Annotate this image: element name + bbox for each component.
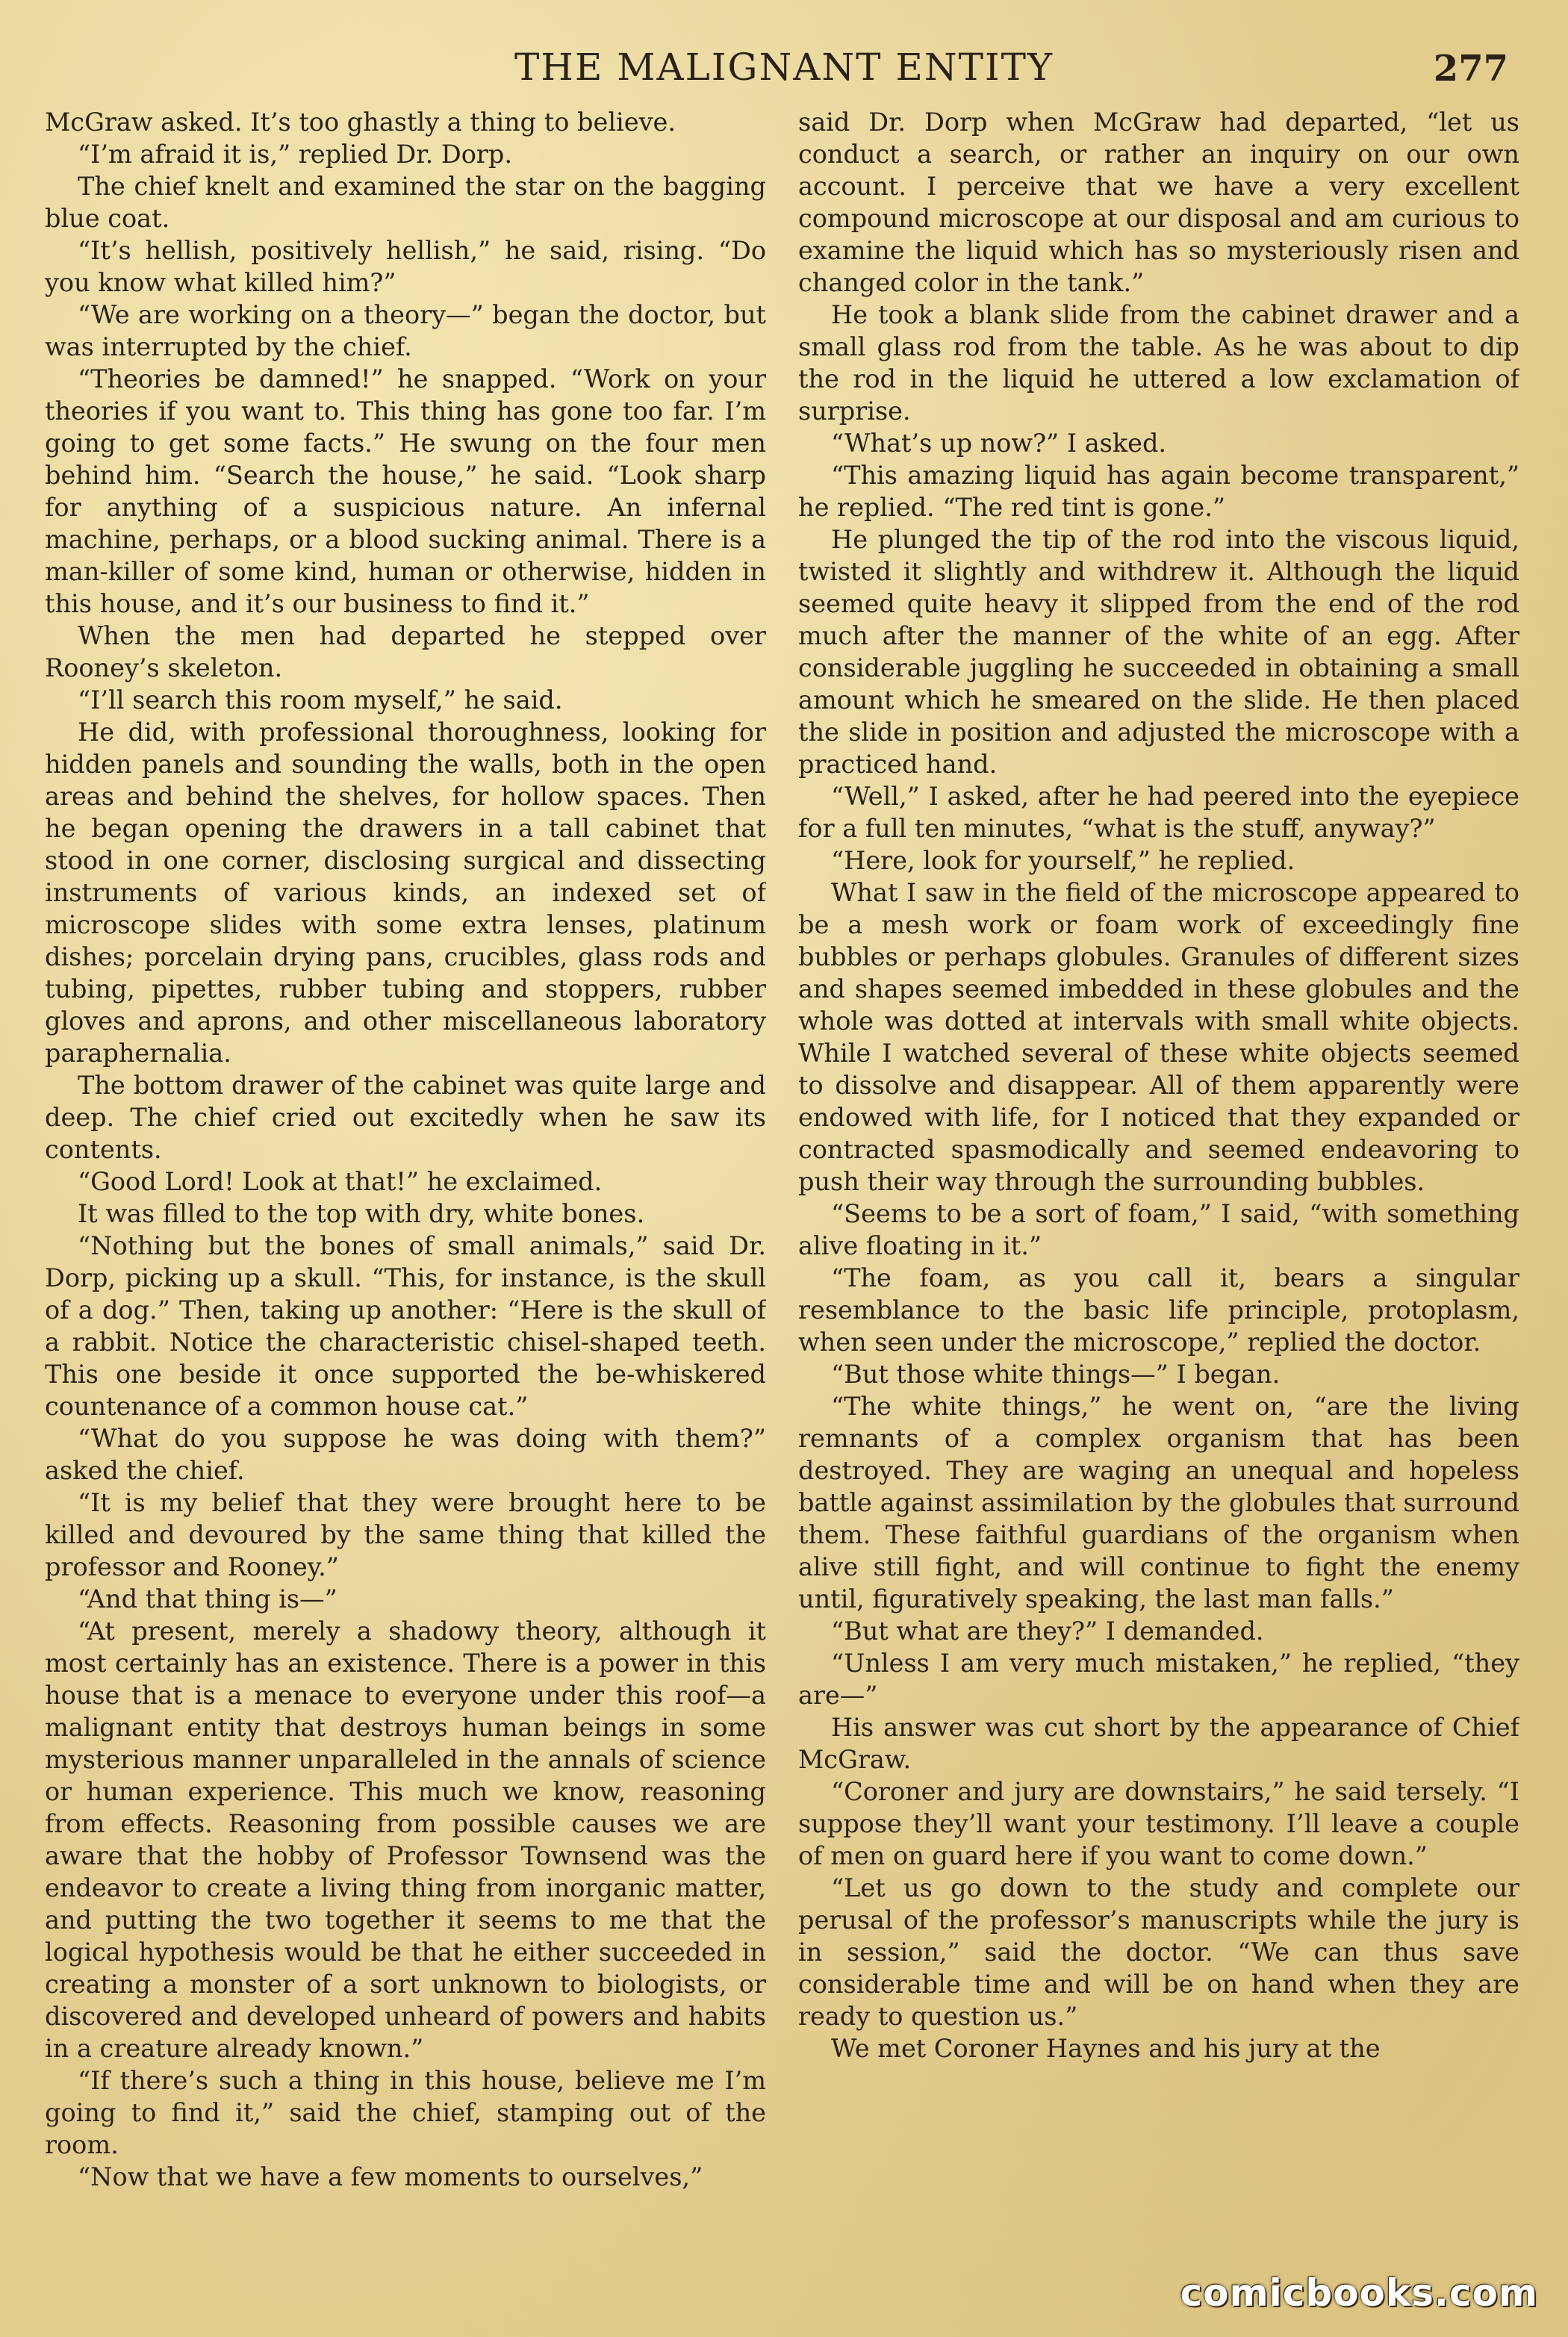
paragraph: The bottom drawer of the cabinet was quite large and deep. The chief cried out excitedly when he saw its contents. xyxy=(45,1071,766,1164)
paragraph: “Let us go down to the study and complete our perusal of the professor’s manuscripts while the jury is in session,” said the doctor. “We can thus save considerable time and will be on hand when they are ready to question us.” xyxy=(798,1873,1519,2031)
paragraph: “Now that we have a few moments to ourselves,” xyxy=(78,2162,703,2191)
paragraph: “Seems to be a sort of foam,” I said, “with something alive floating in it.” xyxy=(798,1199,1519,1260)
left-column xyxy=(45,106,766,2294)
right-column xyxy=(798,106,1519,2294)
paragraph: What I saw in the field of the microscope appeared to be a mesh work or foam work of exceedingly fine bubbles or perhaps globules. Granules of different sizes and shapes seemed imbedded in these globules and the whole was dotted at intervals with small white objects. While I watched several of these white objects seemed to dissolve and disappear. All of them apparently were endowed with life, for I noticed that they expanded or contracted spasmodically and seemed endeavoring to push their way through the surrounding bubbles. xyxy=(798,878,1519,1196)
paragraph: “We are working on a theory—” began the doctor, but was interrupted by the chief. xyxy=(45,300,766,361)
paragraph: “What’s up now?” I asked. xyxy=(831,429,1167,458)
paragraph: “What do you suppose he was doing with them?” asked the chief. xyxy=(45,1424,766,1485)
paragraph: “Theories be damned!” he snapped. “Work on your theories if you want to. This thing has gone too far. I’m going to get some facts.” He swung on the four men behind him. “Search the house,” he said. “Look sharp for anything of a suspicious nature. An infernal machine, perhaps, or a blood sucking animal. There is a man-killer of some kind, human or otherwise, hidden in this house, and it’s our business to find it.” xyxy=(45,364,766,618)
paragraph: “I’m afraid it is,” replied Dr. Dorp. xyxy=(78,140,512,169)
paragraph: “But those white things—” I began. xyxy=(831,1360,1281,1389)
paragraph: “At present, merely a shadowy theory, although it most certainly has an existence. There is a power in this house that is a menace to everyone under this roof—a malignant entity that destroys human beings in some mysterious manner unparalleled in the annals of science or human experience. This much we know, reasoning from effects. Reasoning from possible causes we are aware that the hobby of Professor Townsend was the endeavor to create a living thing from inorganic matter, and putting the two together it seems to me that the logical hypothesis would be that he either succeeded in creating a monster of a sort unknown to biologists, or discovered and developed unheard of powers and habits in a creature already known.” xyxy=(45,1616,766,2063)
paragraph: “If there’s such a thing in this house, believe me I’m going to find it,” said the chief, stamping out of the room. xyxy=(45,2066,766,2159)
paragraph: He took a blank slide from the cabinet drawer and a small glass rod from the table. As he was about to dip the rod in the liquid he uttered a low exclamation of surprise. xyxy=(798,300,1519,426)
paragraph: He did, with professional thoroughness, looking for hidden panels and sounding the walls, both in the open areas and behind the shelves, for hollow spaces. Then he began opening the drawers in a tall cabinet that stood in one corner, disclosing surgical and dissecting instruments of various kinds, an indexed set of microscope slides with some extra lenses, platinum dishes; porcelain drying pans, crucibles, glass rods and tubing, pipettes, rubber tubing and stoppers, rubber gloves and aprons, and other miscellaneous laboratory paraphernalia. xyxy=(45,718,766,1068)
paragraph: “Unless I am very much mistaken,” he replied, “they are—” xyxy=(798,1649,1519,1710)
paragraph: When the men had departed he stepped over Rooney’s skeleton. xyxy=(45,621,766,682)
watermark-logo: comicbooks.com xyxy=(1180,2271,1538,2315)
paragraph: McGraw asked. It’s too ghastly a thing to believe. xyxy=(45,108,676,137)
paragraph: “The white things,” he went on, “are the living remnants of a complex organism that has been destroyed. They are waging an unequal and hopeless battle against assimilation by the globules that surround them. These faithful guardians of the organism when alive still fight, and will continue to fight the enemy until, figuratively speaking, the last man falls.” xyxy=(798,1392,1519,1614)
running-title: THE MALIGNANT ENTITY xyxy=(514,46,1054,89)
paragraph: “It is my belief that they were brought here to be killed and devoured by the same thing that killed the professor and Rooney.” xyxy=(45,1488,766,1581)
paragraph: “Good Lord! Look at that!” he exclaimed. xyxy=(78,1167,603,1196)
paragraph: “Nothing but the bones of small animals,” said Dr. Dorp, picking up a skull. “This, for instance, is the skull of a dog.” Then, taking up another: “Here is the skull of a rabbit. Notice the characteristic chisel-shaped teeth. This one beside it once supported the be-whiskered countenance of a common house cat.” xyxy=(45,1231,766,1421)
paragraph: “This amazing liquid has again become transparent,” he replied. “The red tint is gone.” xyxy=(798,461,1519,522)
page-number: 277 xyxy=(1433,48,1508,90)
paragraph: The chief knelt and examined the star on the bagging blue coat. xyxy=(45,172,766,233)
paragraph: “Coroner and jury are downstairs,” he said tersely. “I suppose they’ll want your testimony. I’ll leave a couple of men on guard here if you want to come down.” xyxy=(798,1777,1519,1870)
paragraph: His answer was cut short by the appearance of Chief McGraw. xyxy=(798,1713,1519,1774)
paragraph: We met Coroner Haynes and his jury at the xyxy=(831,2034,1381,2063)
paragraph: He plunged the tip of the rod into the viscous liquid, twisted it slightly and withdrew it. Although the liquid seemed quite heavy it slipped from the end of the rod much after the manner of the white of an egg. After considerable juggling he succeeded in obtaining a small amount which he smeared on the slide. He then placed the slide in position and adjusted the microscope with a practiced hand. xyxy=(798,525,1519,779)
paragraph: “But what are they?” I demanded. xyxy=(831,1616,1264,1646)
paragraph: “Here, look for yourself,” he replied. xyxy=(831,846,1295,875)
page-header xyxy=(45,30,1523,97)
paragraph: “Well,” I asked, after he had peered into the eyepiece for a full ten minutes, “what is the stuff, anyway?” xyxy=(798,782,1519,843)
paragraph: “And that thing is—” xyxy=(78,1584,337,1614)
paragraph: “The foam, as you call it, bears a singular resemblance to the basic life principle, protoplasm, when seen under the microscope,” replied the doctor. xyxy=(798,1263,1519,1357)
paragraph: “It’s hellish, positively hellish,” he said, rising. “Do you know what killed him?” xyxy=(45,236,766,297)
paragraph: It was filled to the top with dry, white bones. xyxy=(78,1199,645,1228)
paragraph: “I’ll search this room myself,” he said. xyxy=(78,685,563,715)
text-columns xyxy=(45,106,1519,2294)
paragraph: said Dr. Dorp when McGraw had departed, “let us conduct a search, or rather an inquiry on our own account. I perceive that we have a very excellent compound microscope at our disposal and am curious to examine the liquid which has so mysteriously risen and changed color in the tank.” xyxy=(798,108,1519,297)
